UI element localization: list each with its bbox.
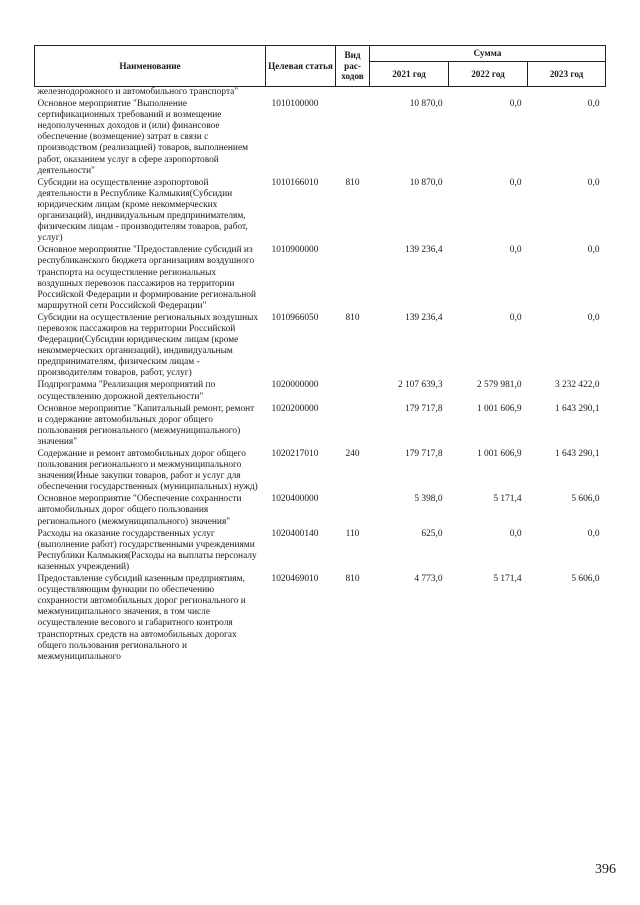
- row-sum-2022: 5 171,4: [493, 574, 522, 585]
- row-target-article: 1020000000: [271, 380, 319, 391]
- header-year-2022: 2022 год: [449, 62, 528, 87]
- row-name: Предоставление субсидий казенным предприятиям, осуществляющим функции по обеспечению сохранности автомобильных дорог регионального и межмуниципального значения, в том числе осуществление весового и габаритного контроля транспортных средств на автомобильных дорогах общего пользования регионального и межмуниципального: [37, 574, 246, 662]
- row-target-article: 1020400140: [271, 528, 319, 539]
- page-number: 396: [595, 862, 616, 877]
- header-target-article: Целевая статья: [266, 46, 336, 87]
- row-sum-2023: 0,0: [587, 177, 600, 188]
- row-expense-type: [336, 99, 370, 178]
- row-expense-type: [336, 87, 370, 100]
- row-target-article: 1020400000: [271, 494, 319, 505]
- row-sum-2023: 0,0: [587, 312, 600, 323]
- row-name: Субсидии на осуществление региональных воздушных перевозок пассажиров на территории Российской Федерации(Субсидии юридическим лицам (кроме некоммерческих организаций), индивидуальным предпринимателям, физическим лицам - производителям товаров, работ, услуг): [37, 312, 259, 379]
- row-sum-2021: 139 236,4: [405, 245, 443, 256]
- row-sum-2022: 5 171,4: [493, 494, 522, 505]
- row-expense-type: [336, 404, 370, 449]
- row-sum-2022: [449, 87, 528, 100]
- table-row: [35, 178, 606, 246]
- row-target-article: 1010966050: [271, 312, 319, 323]
- row-sum-2022: 0,0: [509, 245, 522, 256]
- row-sum-2021: 10 870,0: [409, 177, 443, 188]
- table-row: [35, 449, 606, 494]
- row-sum-2023: 0,0: [587, 245, 600, 256]
- row-target-article: 1020200000: [271, 403, 319, 414]
- row-sum-2021: 2 107 639,3: [397, 380, 443, 391]
- row-name: Расходы на оказание государственных услуг (выполнение работ) государственными учреждениями Республики Калмыкия(Расходы на выплаты персоналу казенных учреждений): [37, 528, 257, 572]
- row-expense-type: 810: [345, 177, 360, 188]
- row-sum-2021: [370, 87, 449, 100]
- budget-table: [34, 45, 606, 664]
- row-target-article: [266, 87, 336, 100]
- table-header: [35, 46, 606, 87]
- row-sum-2022: 1 001 606,9: [476, 403, 522, 414]
- row-sum-2022: 1 001 606,9: [476, 449, 522, 459]
- table-row: [35, 494, 606, 528]
- row-name: Субсидии на осуществление аэропортовой деятельности в Республике Калмыкия(Субсидии юридическим лицам (кроме некоммерческих организаций), индивидуальным предпринимателям, физическим лицам - производителям товаров, работ, услуг): [37, 177, 248, 244]
- row-target-article: 1010166010: [271, 177, 319, 188]
- row-expense-type: 240: [345, 449, 360, 459]
- table-row: [35, 574, 606, 664]
- row-sum-2023: 3 232 422,0: [554, 380, 600, 391]
- row-expense-type: [336, 380, 370, 403]
- header-name: Наименование: [35, 46, 266, 87]
- table-row: [35, 99, 606, 178]
- header-expense-type: Вид рас-ходов: [336, 46, 370, 87]
- row-sum-2023: [528, 87, 606, 100]
- row-name: железнодорожного и автомобильного транспорта": [37, 87, 239, 97]
- row-name: Основное мероприятие "Предоставление субсидий из республиканского бюджета организациям воздушного транспорта на осуществление региональных воздушных перевозок пассажиров на территории Российской Федерации и формирование региональной маршрутной сети Российской Федерации": [37, 245, 256, 311]
- row-name: Основное мероприятие "Выполнение сертификационных требований и возмещение недополученных доходов и (или) финансовое обеспечение (возмещение) затрат в связи с производством (реализацией) товаров, выполнением работ, оказанием услуг в сфере аэропортовой деятельности": [37, 99, 249, 176]
- row-sum-2023: 0,0: [587, 99, 600, 110]
- row-expense-type: [336, 245, 370, 313]
- row-sum-2023: 1 643 290,1: [554, 449, 600, 459]
- row-sum-2022: 0,0: [509, 99, 522, 110]
- row-sum-2021: 4 773,0: [414, 574, 443, 585]
- row-target-article: 1020217010: [271, 449, 319, 459]
- row-sum-2022: 0,0: [509, 528, 522, 539]
- row-sum-2023: 5 606,0: [571, 574, 600, 585]
- row-sum-2023: 0,0: [587, 528, 600, 539]
- row-expense-type: 110: [345, 528, 360, 539]
- table-row: [35, 529, 606, 574]
- row-name: Содержание и ремонт автомобильных дорог общего пользования регионального и межмуниципального значения(Иные закупки товаров, работ и услуг для обеспечения государственных (муниципальных) нужд): [37, 449, 258, 493]
- table-row: [35, 245, 606, 313]
- row-sum-2021: 625,0: [421, 528, 443, 539]
- row-sum-2021: 10 870,0: [409, 99, 443, 110]
- row-sum-2021: 5 398,0: [414, 494, 443, 505]
- row-sum-2021: 179 717,8: [405, 403, 443, 414]
- row-name: Основное мероприятие "Капитальный ремонт, ремонт и содержание автомобильных дорог общего пользования регионального (межмуниципального) значения": [37, 403, 255, 447]
- table-row: [35, 380, 606, 403]
- row-sum-2022: 0,0: [509, 312, 522, 323]
- row-expense-type: [336, 494, 370, 528]
- row-sum-2021: 179 717,8: [405, 449, 443, 459]
- row-expense-type: 810: [345, 312, 360, 323]
- row-expense-type: 810: [345, 574, 360, 585]
- table-row: [35, 404, 606, 449]
- header-sum: Сумма: [370, 46, 606, 62]
- header-year-2023: 2023 год: [528, 62, 606, 87]
- row-target-article: 1010900000: [271, 245, 319, 256]
- row-target-article: 1010100000: [271, 99, 319, 110]
- row-name: Подпрограмма "Реализация мероприятий по осуществлению дорожной деятельности": [37, 380, 216, 402]
- row-target-article: 1020469010: [271, 574, 319, 585]
- row-sum-2023: 1 643 290,1: [554, 403, 600, 414]
- table-body: [35, 87, 606, 664]
- row-sum-2021: 139 236,4: [405, 312, 443, 323]
- header-year-2021: 2021 год: [370, 62, 449, 87]
- row-sum-2022: 0,0: [509, 177, 522, 188]
- table-row: [35, 313, 606, 381]
- row-sum-2022: 2 579 981,0: [476, 380, 522, 391]
- table-row: [35, 87, 606, 100]
- row-sum-2023: 5 606,0: [571, 494, 600, 505]
- row-name: Основное мероприятие "Обеспечение сохранности автомобильных дорог общего пользования регионального (межмуниципального) значения": [37, 494, 242, 527]
